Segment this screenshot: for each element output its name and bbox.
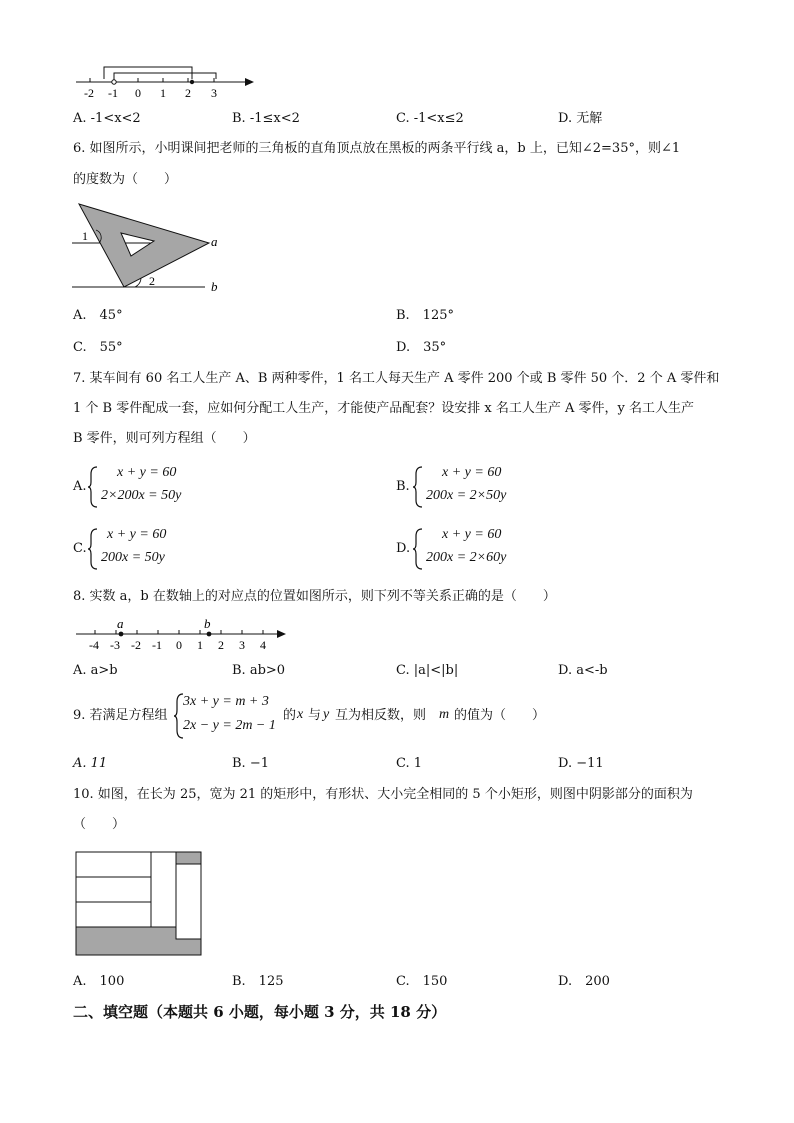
q6-option-a[interactable]: A. 45°	[73, 308, 123, 323]
q7-option-d[interactable]	[396, 526, 596, 572]
q9-suffix-3: 互为相反数，则	[335, 708, 427, 723]
q7-option-d-brace-icon	[412, 528, 424, 570]
q7-option-b-label: B.	[396, 479, 410, 494]
q7-option-c-eq1: x + y = 60	[107, 527, 167, 542]
q5-tick-2: 0	[135, 86, 141, 100]
q5-option-b[interactable]: B. -1≤x<2	[232, 111, 300, 126]
q6-stem-line2: 的度数为（ ）	[73, 172, 178, 187]
q8-stem: 8. 实数 a，b 在数轴上的对应点的位置如图所示，则下列不等关系正确的是（ ）	[73, 589, 556, 604]
q8-tick-8: 4	[260, 638, 266, 652]
q8-option-a[interactable]: A. a>b	[73, 663, 118, 678]
q8-tick-6: 2	[218, 638, 224, 652]
q9-var-m: m	[439, 707, 450, 722]
q9-option-d[interactable]: D. −11	[558, 756, 604, 771]
q9-stem	[73, 692, 553, 740]
q8-option-c[interactable]: C. |a|<|b|	[396, 663, 459, 678]
q8-tick-4: 0	[176, 638, 182, 652]
q5-option-c[interactable]: C. -1<x≤2	[396, 111, 464, 126]
q8-tick-0: -4	[89, 638, 99, 652]
q6-angle1-label: 1	[82, 229, 88, 243]
q5-tick-3: 1	[160, 86, 166, 100]
q7-stem-line3: B 零件，则可列方程组（ ）	[73, 431, 256, 446]
q6-triangle-figure	[72, 200, 232, 300]
q5-tick-4: 2	[185, 86, 191, 100]
q9-var-x: x	[297, 707, 304, 722]
q7-stem-line1: 7. 某车间有 60 名工人生产 A、B 两种零件，1 名工人每天生产 A 零件 200 个或 B 零件 50 个．2 个 A 零件和	[73, 371, 720, 386]
q7-option-a-brace-icon	[87, 466, 99, 508]
q9-eq2: 2x − y = 2m − 1	[183, 718, 276, 733]
q8-option-d[interactable]: D. a<-b	[558, 663, 608, 678]
q6-option-c[interactable]: C. 55°	[73, 340, 123, 355]
q7-stem-line2: 1 个 B 零件配成一套，应如何分配工人生产，才能使产品配套？设安排 x 名工人生产 A 零件，y 名工人生产	[73, 401, 694, 416]
q6-line-a-label: a	[211, 234, 218, 249]
q9-suffix-1: 的	[283, 708, 297, 723]
q8-option-b[interactable]: B. ab>0	[232, 663, 286, 678]
q10-rectangle-figure	[75, 851, 205, 957]
q7-option-c-brace-icon	[87, 528, 99, 570]
q9-eq1: 3x + y = m + 3	[183, 694, 269, 709]
q8-tick-2: -2	[131, 638, 141, 652]
q6-line-b-label: b	[211, 279, 218, 294]
q6-option-d[interactable]: D. 35°	[396, 340, 447, 355]
q5-option-a[interactable]: A. -1<x<2	[73, 111, 141, 126]
q7-option-b-eq2: 200x = 2×50y	[426, 488, 507, 503]
q7-option-b-brace-icon	[412, 466, 424, 508]
q10-option-b[interactable]: B. 125	[232, 974, 284, 989]
q8-tick-3: -1	[152, 638, 162, 652]
q5-tick-1: -1	[108, 86, 118, 100]
q8-number-line	[70, 614, 295, 656]
q5-number-line	[70, 62, 260, 102]
q6-stem-line1: 6. 如图所示，小明课间把老师的三角板的直角顶点放在黑板的两条平行线 a，b 上，已知∠2=35°，则∠1	[73, 141, 681, 156]
q7-option-b[interactable]	[396, 464, 596, 510]
q5-option-d[interactable]: D. 无解	[558, 111, 603, 126]
q8-point-a-label: a	[117, 616, 124, 631]
q6-angle2-label: 2	[149, 274, 155, 288]
q7-option-a-eq1: x + y = 60	[117, 465, 177, 480]
q9-option-c[interactable]: C. 1	[396, 756, 423, 771]
q9-option-b[interactable]: B. −1	[232, 756, 269, 771]
q7-option-c-label: C.	[73, 541, 87, 556]
q7-option-a[interactable]	[73, 464, 273, 510]
q9-stem-prefix: 9. 若满足方程组	[73, 708, 168, 723]
q10-stem-line2: （ ）	[73, 817, 126, 832]
q7-option-d-eq2: 200x = 2×60y	[426, 550, 507, 565]
q10-option-a[interactable]: A. 100	[73, 974, 125, 989]
q9-option-a[interactable]: A. 11	[73, 756, 108, 771]
q7-option-d-eq1: x + y = 60	[442, 527, 502, 542]
q8-tick-1: -3	[110, 638, 120, 652]
q8-tick-7: 3	[239, 638, 245, 652]
q9-suffix-4: 的值为（ ）	[454, 708, 546, 723]
q5-tick-0: -2	[84, 86, 94, 100]
q7-option-a-eq2: 2×200x = 50y	[101, 488, 182, 503]
section-2-title: 二、填空题（本题共 6 小题，每小题 3 分，共 18 分）	[73, 1003, 447, 1021]
q7-option-d-label: D.	[396, 541, 411, 556]
q8-point-b-label: b	[204, 616, 211, 631]
q7-option-b-eq1: x + y = 60	[442, 465, 502, 480]
q8-tick-5: 1	[197, 638, 203, 652]
q10-option-c[interactable]: C. 150	[396, 974, 448, 989]
q7-option-a-label: A.	[73, 479, 87, 494]
q9-suffix-2: 与	[308, 708, 322, 723]
q9-var-y: y	[323, 707, 330, 722]
q7-option-c[interactable]	[73, 526, 273, 572]
q10-stem-line1: 10. 如图，在长为 25，宽为 21 的矩形中，有形状、大小完全相同的 5 个小矩形，则图中阴影部分的面积为	[73, 787, 693, 802]
q10-option-d[interactable]: D. 200	[558, 974, 610, 989]
q7-option-c-eq2: 200x = 50y	[101, 550, 165, 565]
q5-tick-5: 3	[211, 86, 217, 100]
q6-option-b[interactable]: B. 125°	[396, 308, 454, 323]
